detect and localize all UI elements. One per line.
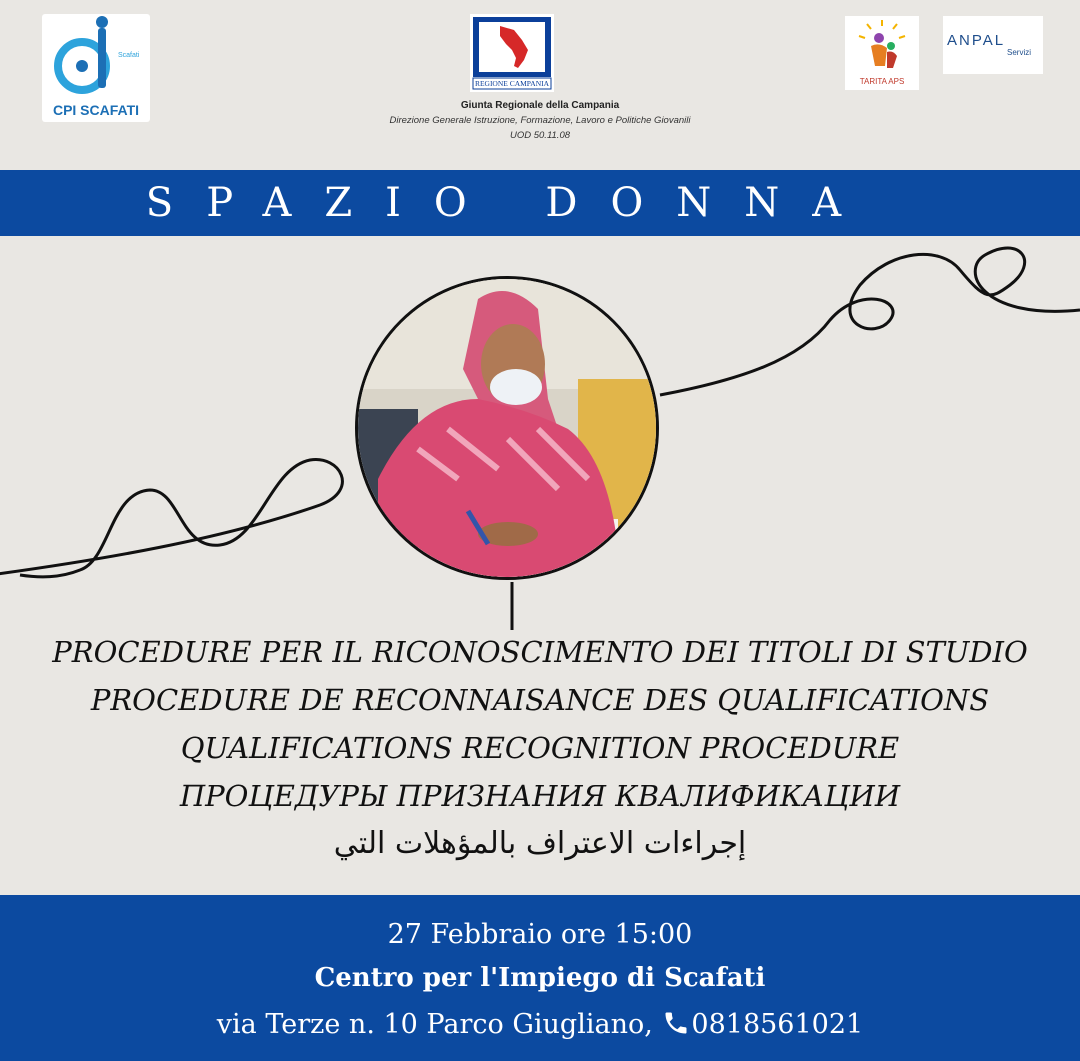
anpal-logo-text: ANPAL <box>947 32 1006 49</box>
region-emblem-label: REGIONE CAMPANIA <box>474 79 550 88</box>
title-english: QUALIFICATIONS RECOGNITION PROCEDURE <box>180 731 900 765</box>
anpal-logo-subtext: Servizi <box>1007 48 1032 57</box>
region-campania-emblem <box>470 14 554 92</box>
anpal-servizi-logo <box>943 16 1043 74</box>
title-banner <box>0 170 1080 236</box>
cpi-scafati-logo <box>42 14 150 122</box>
title-french: PROCEDURE DE RECONNAISANCE DES QUALIFICATIONS <box>90 683 990 717</box>
event-address: via Terze n. 10 Parco Giugliano, <box>216 1009 662 1040</box>
region-unit-code: UOD 50.11.08 <box>509 130 571 141</box>
event-address-line <box>0 1009 1080 1040</box>
woman-writing-photo <box>355 276 659 580</box>
region-title: Giunta Regionale della Campania <box>460 100 620 111</box>
event-phone: 0818561021 <box>691 1009 864 1040</box>
region-campania-block <box>340 14 740 154</box>
event-location-name: Centro per l'Impiego di Scafati <box>314 963 766 993</box>
tarita-figure-icon <box>845 16 919 76</box>
cpi-logo-name: CPI SCAFATI <box>52 102 140 118</box>
phone-icon <box>661 1009 691 1037</box>
title-russian: ПРОЦЕДУРЫ ПРИЗНАНИЯ КВАЛИФИКАЦИИ <box>179 779 901 813</box>
banner-title: SPAZIO DONNA <box>145 180 875 226</box>
event-date-time: 27 Febbraio ore 15:00 <box>387 919 693 950</box>
cpi-logo-icon <box>42 14 150 104</box>
tarita-label: TARITA APS <box>859 77 905 86</box>
region-department: Direzione Generale Istruzione, Formazione, Lavoro e Politiche Giovanili <box>389 115 691 126</box>
event-info-footer <box>0 895 1080 1061</box>
procedure-titles <box>0 628 1080 868</box>
title-arabic: إجراءات الاعتراف بالمؤهلات التي <box>333 826 747 861</box>
cpi-logo-subtitle: Scafati <box>118 52 140 59</box>
tarita-logo <box>845 16 919 90</box>
title-italian: PROCEDURE PER IL RICONOSCIMENTO DEI TITOLI DI STUDIO <box>52 635 1028 669</box>
